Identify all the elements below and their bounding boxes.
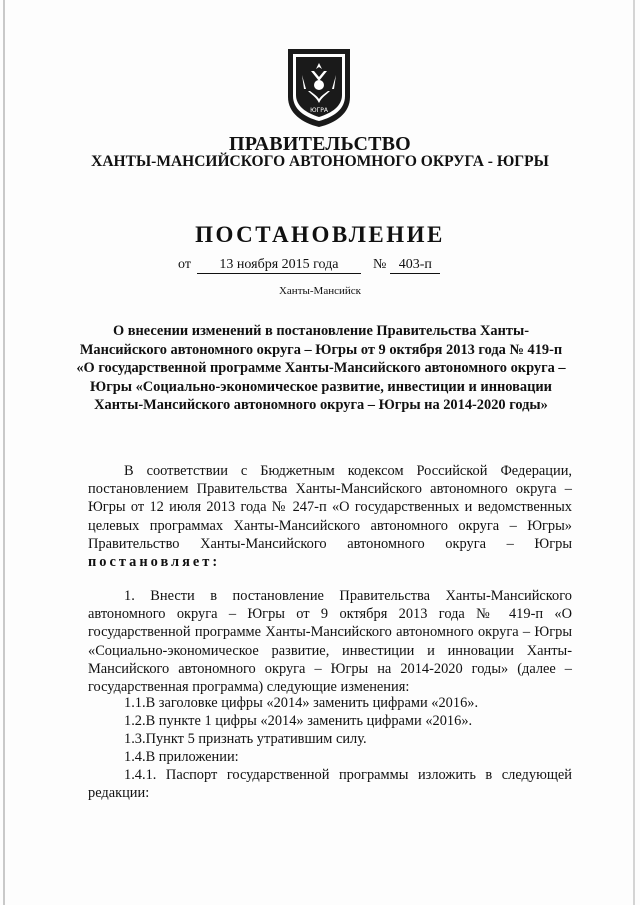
government-title: ПРАВИТЕЛЬСТВО [229, 133, 411, 155]
emblem-label: ЮГРА [310, 107, 328, 114]
item-1-4-1: 1.4.1. Паспорт государственной программы изложить в следующей редакции: [88, 767, 572, 802]
item-1-2: 1.2.В пункте 1 цифры «2014» заменить цифрами «2016». [124, 713, 473, 729]
document-type: ПОСТАНОВЛЕНИЕ [195, 222, 445, 247]
item-1: 1. Внести в постановление Правительства Ханты-Мансийского автономного округа – Югры от 9 октября 2013 года № 419-п «О государственной программе Ханты-Мансийского автономного округа – Югры «Социально-экономическое развитие, инвестиции и инновации Ханты-Мансийского автономного округа – Югры на 2014-2020 годы» (далее – государственная программа) следующие изменения: [88, 588, 572, 696]
document-city: Ханты-Мансийск [278, 285, 361, 297]
item-1-3: 1.3.Пункт 5 признать утратившим силу. [124, 731, 367, 747]
item-1-4: 1.4.В приложении: [124, 749, 239, 765]
region-title: ХАНТЫ-МАНСИЙСКОГО АВТОНОМНОГО ОКРУГА - ЮГРЫ [91, 153, 549, 170]
decree-word: постановляет: [88, 554, 221, 571]
date-prefix: от [178, 257, 191, 272]
document-number: 403-п [390, 257, 440, 274]
number-label: № [372, 257, 387, 272]
item-1-1: 1.1.В заголовке цифры «2014» заменить цифрами «2016». [124, 695, 479, 711]
document-date: 13 ноября 2015 года [197, 257, 361, 274]
document-heading: О внесении изменений в постановление Правительства Ханты-Мансийского автономного округа – Югры от 9 октября 2013 года № 419-п «О государственной программе Ханты-Мансийского автономного округа – Югры «Социально-экономическое развитие, инвестиции и инновации Ханты-Мансийского автономного округа – Югры на 2014-2020 годы» [76, 323, 566, 413]
preamble-text: В соответствии с Бюджетным кодексом Российской Федерации, постановлением Правительства Ханты-Мансийского автономного округа – Югры от 12 июля 2013 года № 247-п «О государственных и ведомственных целевых программах Ханты-Мансийского автономного округа – Югры» Правительство Ханты-Мансийского автономного округа – Югры [88, 463, 572, 552]
date-number-line [178, 257, 440, 274]
coat-of-arms-emblem [284, 45, 354, 129]
preamble-paragraph [88, 462, 572, 571]
